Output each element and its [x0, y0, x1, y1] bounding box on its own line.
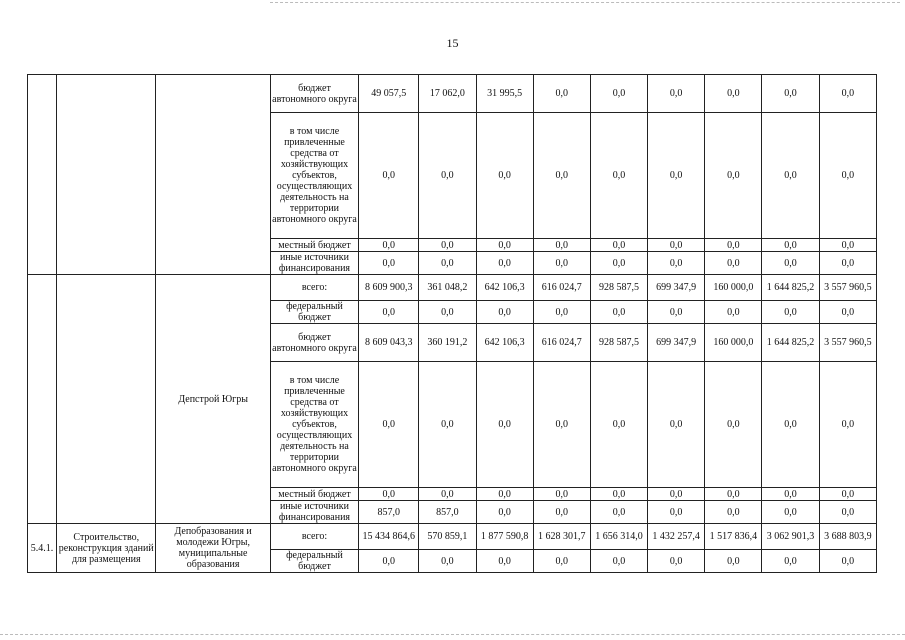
- amount-cell: 0,0: [648, 239, 705, 252]
- amount-cell: 0,0: [819, 301, 876, 324]
- amount-cell: 3 062 901,3: [762, 524, 819, 550]
- amount-cell: 0,0: [762, 301, 819, 324]
- amount-cell: 616 024,7: [533, 275, 590, 301]
- funding-source-cell: всего:: [270, 275, 358, 301]
- amount-cell: 0,0: [419, 239, 476, 252]
- amount-cell: 0,0: [359, 252, 419, 275]
- amount-cell: 49 057,5: [359, 75, 419, 113]
- scan-bottom-edge: [0, 634, 905, 635]
- amount-cell: 0,0: [590, 362, 647, 488]
- amount-cell: 0,0: [533, 301, 590, 324]
- amount-cell: 0,0: [590, 501, 647, 524]
- funding-source-cell: местный бюджет: [270, 488, 358, 501]
- amount-cell: 0,0: [359, 239, 419, 252]
- amount-cell: 0,0: [533, 362, 590, 488]
- amount-cell: 0,0: [359, 113, 419, 239]
- amount-cell: 0,0: [419, 113, 476, 239]
- amount-cell: 699 347,9: [648, 324, 705, 362]
- amount-cell: 1 432 257,4: [648, 524, 705, 550]
- funding-source-cell: федеральный бюджет: [270, 550, 358, 573]
- amount-cell: 0,0: [762, 550, 819, 573]
- amount-cell: 0,0: [419, 252, 476, 275]
- scan-top-edge: [270, 2, 900, 3]
- amount-cell: 0,0: [590, 550, 647, 573]
- table-row: [28, 275, 877, 301]
- amount-cell: 0,0: [762, 501, 819, 524]
- section-code-cell: [28, 275, 57, 524]
- amount-cell: 0,0: [648, 113, 705, 239]
- amount-cell: 3 557 960,5: [819, 275, 876, 301]
- amount-cell: 0,0: [590, 488, 647, 501]
- amount-cell: 0,0: [648, 550, 705, 573]
- amount-cell: 0,0: [590, 252, 647, 275]
- amount-cell: 0,0: [476, 488, 533, 501]
- amount-cell: 0,0: [819, 550, 876, 573]
- amount-cell: 0,0: [705, 301, 762, 324]
- amount-cell: 8 609 043,3: [359, 324, 419, 362]
- amount-cell: 0,0: [705, 239, 762, 252]
- amount-cell: 0,0: [476, 113, 533, 239]
- amount-cell: 0,0: [359, 488, 419, 501]
- funding-table: [27, 74, 877, 573]
- amount-cell: 0,0: [533, 501, 590, 524]
- amount-cell: 0,0: [648, 252, 705, 275]
- funding-source-cell: иные источники финансирования: [270, 501, 358, 524]
- amount-cell: 0,0: [705, 501, 762, 524]
- amount-cell: 361 048,2: [419, 275, 476, 301]
- amount-cell: 0,0: [762, 362, 819, 488]
- section-executor-cell: Депобразования и молодежи Югры, муниципальные образования: [156, 524, 270, 573]
- funding-source-cell: местный бюджет: [270, 239, 358, 252]
- amount-cell: 0,0: [476, 239, 533, 252]
- funding-source-cell: всего:: [270, 524, 358, 550]
- amount-cell: 0,0: [762, 75, 819, 113]
- amount-cell: 0,0: [419, 301, 476, 324]
- section-name-cell: [57, 75, 156, 275]
- amount-cell: 0,0: [533, 239, 590, 252]
- section-executor-cell: Депстрой Югры: [156, 275, 270, 524]
- amount-cell: 160 000,0: [705, 324, 762, 362]
- amount-cell: 0,0: [476, 301, 533, 324]
- amount-cell: 0,0: [533, 252, 590, 275]
- amount-cell: 0,0: [705, 362, 762, 488]
- funding-source-cell: бюджет автономного округа: [270, 324, 358, 362]
- amount-cell: 0,0: [819, 75, 876, 113]
- amount-cell: 160 000,0: [705, 275, 762, 301]
- amount-cell: 0,0: [819, 488, 876, 501]
- amount-cell: 0,0: [705, 550, 762, 573]
- amount-cell: 0,0: [762, 252, 819, 275]
- table-row: [28, 524, 877, 550]
- amount-cell: 0,0: [476, 252, 533, 275]
- amount-cell: 1 644 825,2: [762, 324, 819, 362]
- amount-cell: 616 024,7: [533, 324, 590, 362]
- amount-cell: 17 062,0: [419, 75, 476, 113]
- amount-cell: 0,0: [590, 113, 647, 239]
- amount-cell: 0,0: [359, 301, 419, 324]
- amount-cell: 0,0: [648, 301, 705, 324]
- funding-source-cell: бюджет автономного округа: [270, 75, 358, 113]
- amount-cell: 0,0: [419, 550, 476, 573]
- amount-cell: 928 587,5: [590, 324, 647, 362]
- amount-cell: 0,0: [359, 550, 419, 573]
- section-name-cell: [57, 275, 156, 524]
- amount-cell: 0,0: [648, 75, 705, 113]
- amount-cell: 642 106,3: [476, 324, 533, 362]
- amount-cell: 857,0: [419, 501, 476, 524]
- page-number: 15: [446, 36, 459, 50]
- amount-cell: 0,0: [476, 501, 533, 524]
- amount-cell: 15 434 864,6: [359, 524, 419, 550]
- amount-cell: 0,0: [419, 362, 476, 488]
- amount-cell: 570 859,1: [419, 524, 476, 550]
- amount-cell: 1 517 836,4: [705, 524, 762, 550]
- amount-cell: 0,0: [590, 75, 647, 113]
- amount-cell: 0,0: [705, 113, 762, 239]
- amount-cell: 0,0: [648, 488, 705, 501]
- amount-cell: 0,0: [762, 113, 819, 239]
- amount-cell: 0,0: [533, 550, 590, 573]
- amount-cell: 3 688 803,9: [819, 524, 876, 550]
- amount-cell: 0,0: [648, 362, 705, 488]
- amount-cell: 0,0: [705, 75, 762, 113]
- amount-cell: 0,0: [590, 239, 647, 252]
- amount-cell: 0,0: [705, 252, 762, 275]
- amount-cell: 1 628 301,7: [533, 524, 590, 550]
- amount-cell: 0,0: [819, 239, 876, 252]
- funding-source-cell: федеральный бюджет: [270, 301, 358, 324]
- amount-cell: 0,0: [533, 113, 590, 239]
- amount-cell: 0,0: [359, 362, 419, 488]
- section-executor-cell: [156, 75, 270, 275]
- amount-cell: 0,0: [533, 488, 590, 501]
- amount-cell: 1 656 314,0: [590, 524, 647, 550]
- amount-cell: 8 609 900,3: [359, 275, 419, 301]
- amount-cell: 0,0: [476, 362, 533, 488]
- amount-cell: 0,0: [419, 488, 476, 501]
- amount-cell: 642 106,3: [476, 275, 533, 301]
- section-code-cell: 5.4.1.: [28, 524, 57, 573]
- section-name-cell: Строительство, реконструкция зданий для размещения: [57, 524, 156, 573]
- amount-cell: 699 347,9: [648, 275, 705, 301]
- amount-cell: 360 191,2: [419, 324, 476, 362]
- amount-cell: 0,0: [762, 239, 819, 252]
- amount-cell: 0,0: [762, 488, 819, 501]
- funding-source-cell: иные источники финансирования: [270, 252, 358, 275]
- amount-cell: 857,0: [359, 501, 419, 524]
- amount-cell: 31 995,5: [476, 75, 533, 113]
- amount-cell: 0,0: [476, 550, 533, 573]
- amount-cell: 928 587,5: [590, 275, 647, 301]
- amount-cell: 0,0: [648, 501, 705, 524]
- section-code-cell: [28, 75, 57, 275]
- amount-cell: 1 877 590,8: [476, 524, 533, 550]
- amount-cell: 0,0: [533, 75, 590, 113]
- table-row: [28, 75, 877, 113]
- amount-cell: 0,0: [819, 362, 876, 488]
- amount-cell: 0,0: [819, 501, 876, 524]
- amount-cell: 0,0: [705, 488, 762, 501]
- amount-cell: 0,0: [819, 113, 876, 239]
- funding-source-cell: в том числе привлеченные средства от хозяйствующих субъектов, осуществляющих деятельность на территории автономного округа: [270, 362, 358, 488]
- amount-cell: 0,0: [590, 301, 647, 324]
- amount-cell: 0,0: [819, 252, 876, 275]
- funding-source-cell: в том числе привлеченные средства от хозяйствующих субъектов, осуществляющих деятельность на территории автономного округа: [270, 113, 358, 239]
- amount-cell: 1 644 825,2: [762, 275, 819, 301]
- amount-cell: 3 557 960,5: [819, 324, 876, 362]
